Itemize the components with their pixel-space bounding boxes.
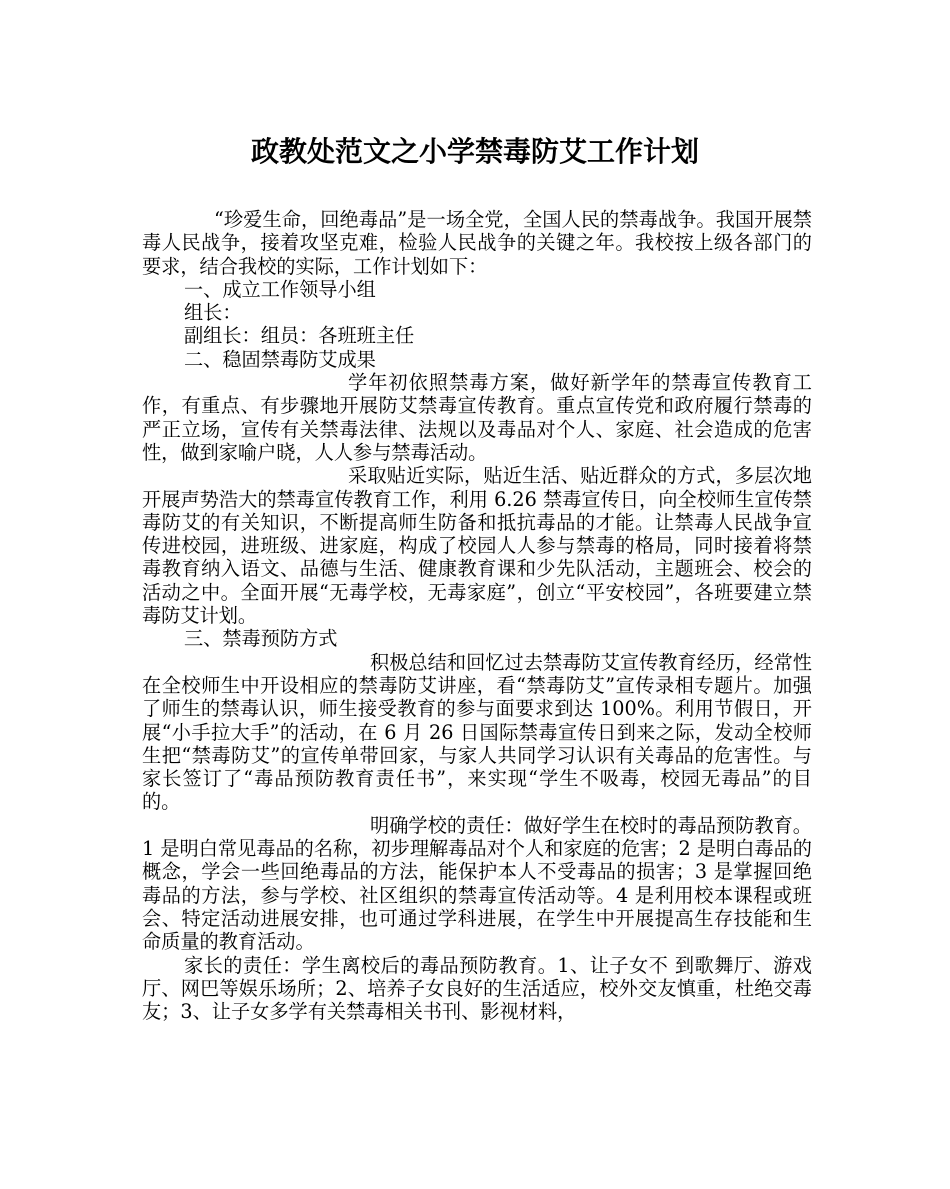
- paragraph-members: 副组长：组员：各班班主任: [184, 324, 415, 348]
- section-heading-1: 一、成立工作领导小组: [184, 277, 376, 301]
- paragraph-school-responsibility: 明确学校的责任：做好学生在校时的毒品预防教育。1 是明白常见毒品的名称，初步理解毒品对个人和家庭的危害；2 是明白毒品的概念，学会一些回绝毒品的方法，能保护本人不受毒品的损害；3 是掌握回绝毒品的方法，参与学校、社区组织的禁毒宣传活动等。4 是利用校本课程或班会、特定活动进展安排，也可通过学科进展，在学生中开展提高生存技能和生命质量的教育活动。: [142, 813, 812, 954]
- section-heading-3: 三、禁毒预防方式: [184, 627, 338, 651]
- paragraph-parent-responsibility: 家长的责任：学生离校后的毒品预防教育。1、让子女不 到歌舞厅、游戏厅、网巴等娱乐场所；2、培养子女良好的生活适应，校外交友慎重，杜绝交毒友；3、让子女多学有关禁毒相关书刊、影视材料，: [142, 953, 812, 1024]
- paragraph-section3-a: 积极总结和回忆过去禁毒防艾宣传教育经历，经常性在全校师生中开设相应的禁毒防艾讲座，看“禁毒防艾”宣传录相专题片。加强了师生的禁毒认识，师生接受教育的参与面要求到达 100%。利用节假日，开展“小手拉大手”的活动，在 6 月 26 日国际禁毒宣传日到来之际，发动全校师生把“禁毒防艾”的宣传单带回家，与家人共同学习认识有关毒品的危害性。与家长签订了“毒品预防教育责任书”，来实现“学生不吸毒，校园无毒品”的目的。: [142, 650, 812, 814]
- paragraph-leader: 组长：: [184, 301, 242, 325]
- document-body: [142, 208, 812, 1023]
- paragraph-section2-b: 采取贴近实际，贴近生活、贴近群众的方式，多层次地开展声势浩大的禁毒宣传教育工作，利用 6.26 禁毒宣传日，向全校师生宣传禁毒防艾的有关知识，不断提高师生防备和抵抗毒品的才能。让禁毒人民战争宣传进校园，进班级、进家庭，构成了校园人人参与禁毒的格局，同时接着将禁毒教育纳入语文、品德与生活、健康教育课和少先队活动，主题班会、校会的活动之中。全面开展“无毒学校，无毒家庭”，创立“平安校园”，各班要建立禁毒防艾计划。: [142, 464, 812, 628]
- paragraph-section2-a: 学年初依照禁毒方案，做好新学年的禁毒宣传教育工作，有重点、有步骤地开展防艾禁毒宣传教育。重点宣传党和政府履行禁毒的严正立场，宣传有关禁毒法律、法规以及毒品对个人、家庭、社会造成的危害性，做到家喻户晓，人人参与禁毒活动。: [142, 371, 812, 464]
- section-heading-2: 二、稳固禁毒防艾成果: [184, 347, 376, 371]
- paragraph-intro: “珍爱生命，回绝毒品”是一场全党，全国人民的禁毒战争。我国开展禁毒人民战争，接着攻坚克难，检验人民战争的关键之年。我校按上级各部门的要求，结合我校的实际，工作计划如下：: [142, 208, 812, 278]
- document-title: 政教处范文之小学禁毒防艾工作计划: [250, 135, 699, 168]
